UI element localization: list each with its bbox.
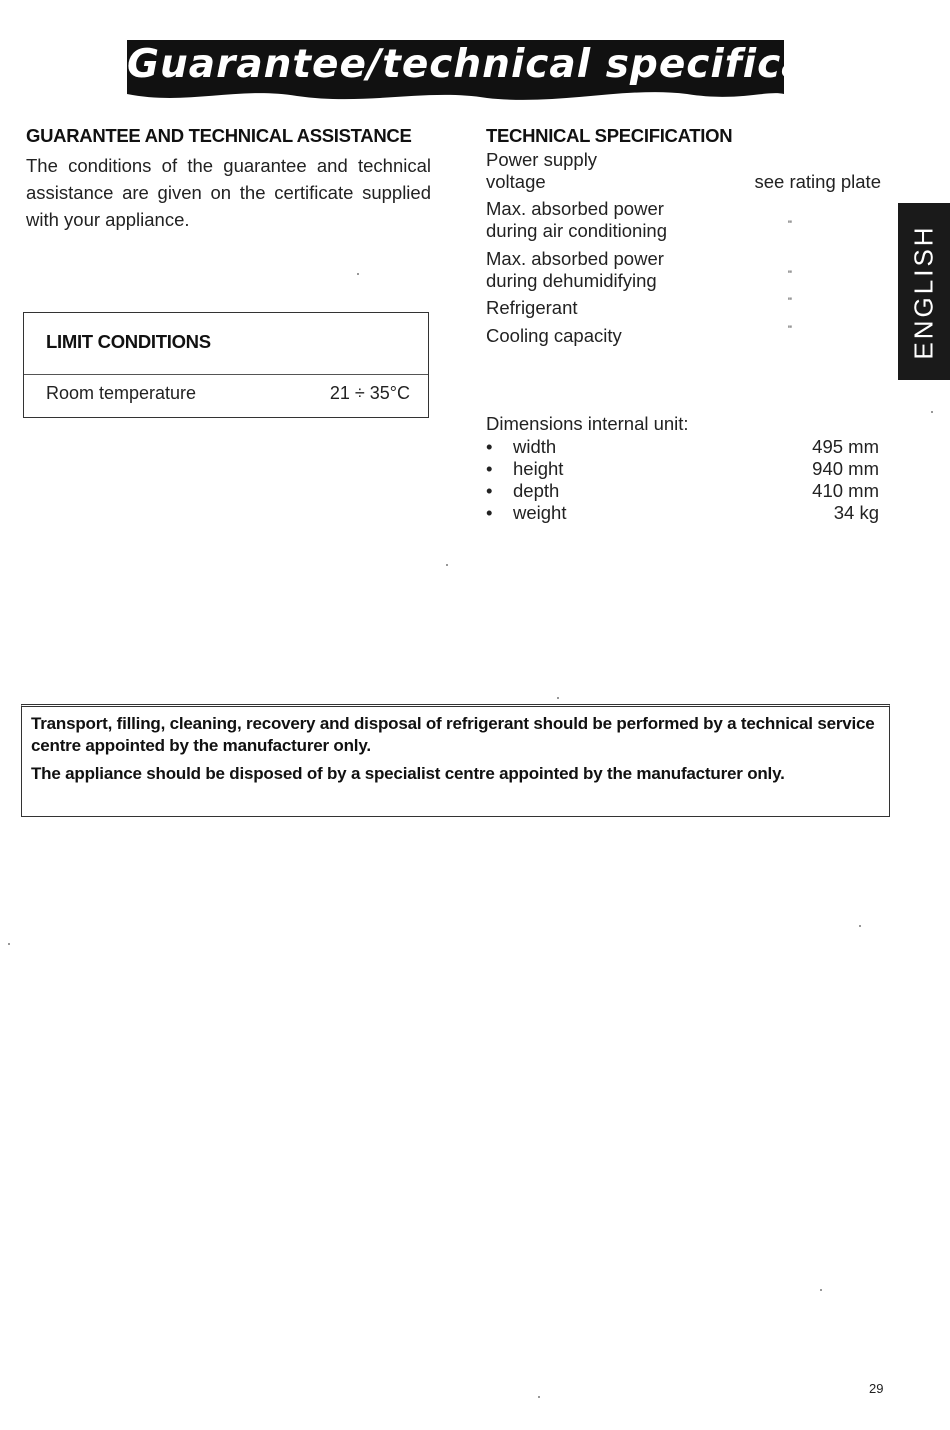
limit-conditions-divider (24, 374, 428, 375)
bullet-icon: • (486, 480, 493, 501)
spec-label: Cooling capacity (486, 325, 622, 346)
spec-label: Max. absorbed power (486, 198, 664, 219)
dimension-value: 34 kg (833, 502, 879, 523)
dimension-label: depth (513, 480, 560, 501)
scan-speck (820, 1289, 822, 1291)
warning-box (21, 704, 890, 817)
limit-conditions-box (23, 312, 429, 418)
ditto-mark: " (788, 219, 792, 231)
title-banner (127, 40, 900, 106)
banner-wave-decoration (127, 80, 784, 106)
spec-label: during dehumidifying (486, 270, 657, 291)
scan-speck (557, 697, 559, 699)
spec-label: Refrigerant (486, 297, 578, 318)
dimensions-title: Dimensions internal unit: (486, 413, 689, 434)
scan-speck (931, 411, 933, 413)
technical-specification-heading: TECHNICAL SPECIFICATION (486, 125, 733, 146)
dimension-row-depth (486, 480, 879, 502)
dimension-row-weight (486, 502, 879, 524)
bullet-icon: • (486, 502, 493, 523)
ditto-mark: " (788, 296, 792, 308)
dimension-label: width (513, 436, 557, 457)
room-temperature-value: 21 ÷ 35°C (329, 383, 410, 403)
limit-conditions-title: LIMIT CONDITIONS (46, 331, 211, 352)
dimension-label: height (513, 458, 564, 479)
spec-row-refrigerant (486, 297, 881, 319)
page-number: 29 (869, 1381, 884, 1396)
guarantee-body: The conditions of the guarantee and technical assistance are given on the certificate supplied with your appliance. (26, 155, 431, 230)
page-title: Guarantee/technical specification (127, 42, 900, 87)
scan-speck (538, 1396, 540, 1398)
ditto-mark: " (788, 324, 792, 336)
ditto-mark: " (788, 269, 792, 281)
spec-label: during air conditioning (486, 220, 668, 241)
dimension-label: weight (513, 502, 567, 523)
scan-speck (446, 564, 448, 566)
spec-row-power-air-conditioning (486, 198, 881, 242)
language-tab (898, 203, 950, 380)
language-tab-label: ENGLISH (908, 223, 939, 360)
scan-speck (8, 943, 10, 945)
spec-value: see rating plate (754, 171, 881, 192)
spec-label: voltage (486, 171, 546, 192)
spec-label: Power supply (486, 149, 598, 170)
spec-label: Max. absorbed power (486, 248, 664, 269)
scan-speck (357, 273, 359, 275)
room-temperature-label: Room temperature (46, 383, 197, 403)
spec-row-power-dehumidifying (486, 248, 881, 292)
warning-text-refrigerant: Transport, filling, cleaning, recovery and disposal of refrigerant should be performed by a technical service centre appointed by the manufacturer only. (31, 714, 875, 755)
warning-text-disposal: The appliance should be disposed of by a specialist centre appointed by the manufacturer only. (31, 764, 785, 783)
dimension-row-width (486, 436, 879, 458)
dimension-row-height (486, 458, 879, 480)
dimension-value: 940 mm (812, 458, 879, 479)
scan-speck (859, 925, 861, 927)
guarantee-heading: GUARANTEE AND TECHNICAL ASSISTANCE (26, 125, 412, 146)
bullet-icon: • (486, 458, 493, 479)
spec-row-cooling-capacity (486, 325, 881, 347)
dimension-value: 495 mm (812, 436, 879, 457)
spec-row-power-supply (486, 149, 881, 193)
dimension-value: 410 mm (812, 480, 879, 501)
bullet-icon: • (486, 436, 493, 457)
